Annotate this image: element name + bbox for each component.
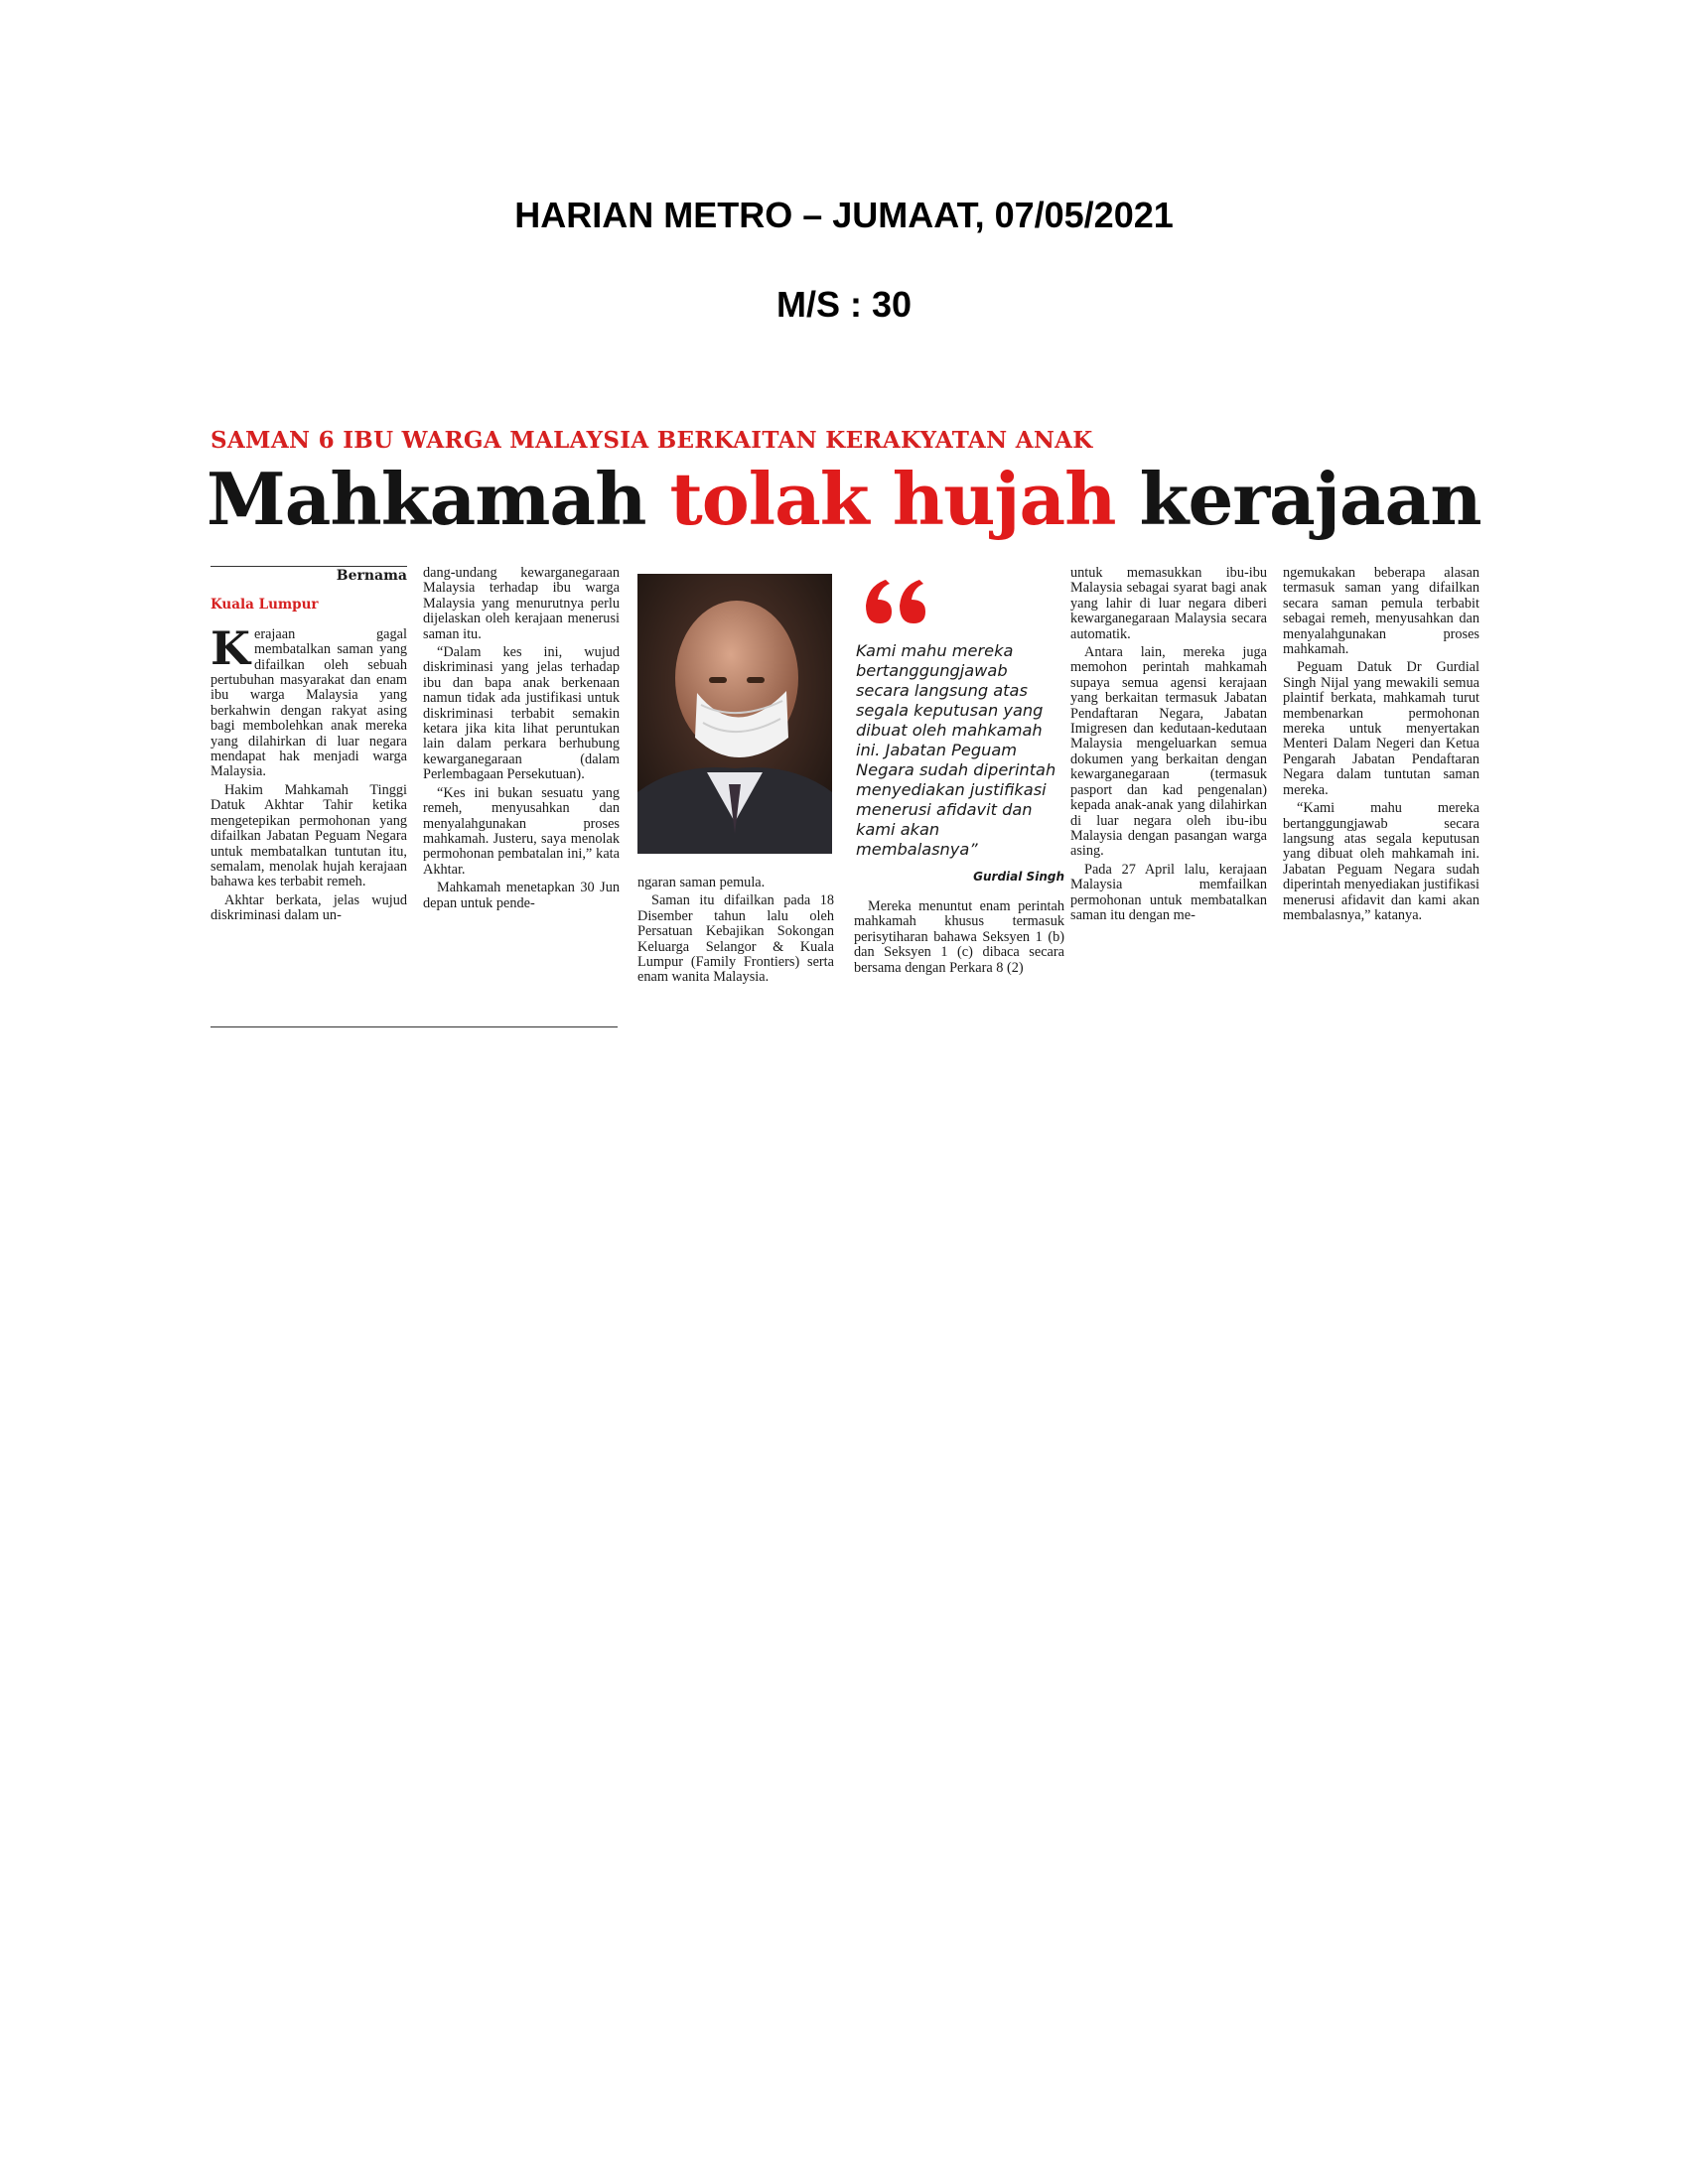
paragraph: Kerajaan gagal membatalkan saman yang difailkan oleh sebuah pertubuhan masyarakat dan enam ibu warga Malaysia yang berkahwin dengan rakyat asing bagi membolehkan anak mereka yang dilahirkan di luar negara mendapat hak menjadi warga Malaysia. — [211, 620, 407, 780]
portrait-photo — [637, 574, 832, 854]
paragraph: Akhtar berkata, jelas wujud diskriminasi dalam un- — [211, 891, 407, 924]
paragraph: Antara lain, mereka juga memohon perintah mahkamah supaya semua agensi kerajaan yang berkaitan termasuk Jabatan Pendaftaran Negara, Jabatan Imigresen dan kedutaan-kedutaan Malaysia mengeluarkan semua dokumen yang berkaitan dengan kewarganegaraan (termasuk pasport dan kad pengenalan) kepada anak-anak yang dilahirkan di luar negara oleh ibu-ibu Malaysia dengan pasangan warga asing. — [1070, 644, 1267, 860]
news-clipping — [207, 427, 1481, 1032]
page-number: M/S : 30 — [775, 284, 913, 325]
paragraph: dang-undang kewarganegaraan Malaysia terhadap ibu warga Malaysia yang menurutnya perlu dijelaskan oleh kerajaan menerusi saman itu. — [423, 565, 620, 642]
headline — [207, 457, 1481, 541]
paragraph: “Dalam kes ini, wujud diskriminasi yang jelas terhadap ibu dan bapa anak berkenaan namun tidak ada justifikasi untuk diskriminasi terbabit semakin ketara jika kita lihat peruntukan lain dalam perkara berhubung kewarganegaraan (dalam Perlembagaan Persekutuan). — [423, 644, 620, 783]
paragraph: ngaran saman pemula. — [637, 875, 766, 890]
paragraph: Saman itu difailkan pada 18 Disember tahun lalu oleh Persatuan Kebajikan Sokongan Keluarga Selangor & Kuala Lumpur (Family Frontiers) serta enam wanita Malaysia. — [637, 892, 834, 986]
paragraph: “Kami mahu mereka bertanggungjawab secara langsung atas segala keputusan yang dibuat oleh mahkamah ini. Jabatan Peguam Negara sudah diperintah menyediakan justifikasi menerusi afidavit dan kami akan membalasnya,” katanya. — [1283, 800, 1479, 923]
paragraph: Mahkamah menetapkan 30 Jun depan untuk pende- — [423, 880, 620, 911]
byline-rule — [211, 566, 407, 567]
column-6 — [1283, 566, 1479, 926]
paragraph: “Kes ini bukan sesuatu yang remeh, menyusahkan dan menyalahgunakan proses mahkamah. Justeru, saya menolak permohonan pembatalan ini,” kata Akhtar. — [423, 784, 620, 878]
headline-part-2: kerajaan — [1115, 457, 1481, 541]
byline: Bernama — [336, 568, 407, 584]
paragraph: Pada 27 April lalu, kerajaan Malaysia memfailkan permohonan untuk membatalkan saman itu dengan me- — [1070, 861, 1267, 923]
paragraph: Peguam Datuk Dr Gurdial Singh Nijal yang mewakili semua plaintif berkata, mahkamah turut membenarkan permohonan mereka untuk menyertakan Menteri Dalam Negeri dan Ketua Pengarah Jabatan Pendaftaran Negara dalam tuntutan saman mereka. — [1283, 659, 1479, 798]
quote-text: Kami mahu mereka bertanggungjawab secara langsung atas segala keputusan yang dibuat oleh mahkamah ini. Jabatan Peguam Negara sudah diperintah menyediakan justifikasi menerusi afidavit dan kami akan membalasnya” — [856, 641, 1056, 859]
column-4 — [854, 899, 1064, 979]
dateline: Kuala Lumpur — [211, 597, 319, 614]
paragraph: ngemukakan beberapa alasan termasuk saman yang difailkan secara saman pemula terbabit sebagai remeh, menyusahkan dan menyalahgunakan proses mahkamah. — [1283, 565, 1479, 658]
kicker: SAMAN 6 IBU WARGA MALAYSIA BERKAITAN KERAKYATAN ANAK — [211, 427, 1093, 454]
paragraph: Mereka menuntut enam perintah mahkamah khusus termasuk perisytiharan bahawa Seksyen 1 (b) dan Seksyen 1 (c) dibaca secara bersama dengan Perkara 8 (2) — [854, 898, 1064, 976]
person-photo-icon — [637, 574, 832, 854]
headline-red: tolak hujah — [669, 457, 1116, 541]
headline-part-1: Mahkamah — [207, 457, 670, 541]
paragraph: untuk memasukkan ibu-ibu Malaysia sebagai syarat bagi anak yang lahir di luar negara diberi kewarganegaraan Malaysia secara automatik. — [1070, 565, 1267, 642]
masthead: HARIAN METRO – JUMAAT, 07/05/2021 — [514, 195, 1174, 235]
bottom-rule — [211, 1026, 618, 1027]
paragraph: Hakim Mahkamah Tinggi Datuk Akhtar Tahir ketika mengetepikan permohonan yang difailkan Jabatan Peguam Negara untuk membatalkan tuntutan itu, semalam, menolak hujah kerajaan bahawa kes terbabit remeh. — [211, 781, 407, 890]
column-2 — [423, 566, 620, 914]
pull-quote — [854, 572, 1064, 889]
column-3 — [637, 876, 834, 989]
quote-attribution: Gurdial Singh — [973, 870, 1064, 884]
quote-mark-icon — [858, 572, 927, 631]
drop-cap: K — [211, 620, 250, 675]
column-1 — [211, 566, 407, 927]
column-5 — [1070, 566, 1267, 926]
